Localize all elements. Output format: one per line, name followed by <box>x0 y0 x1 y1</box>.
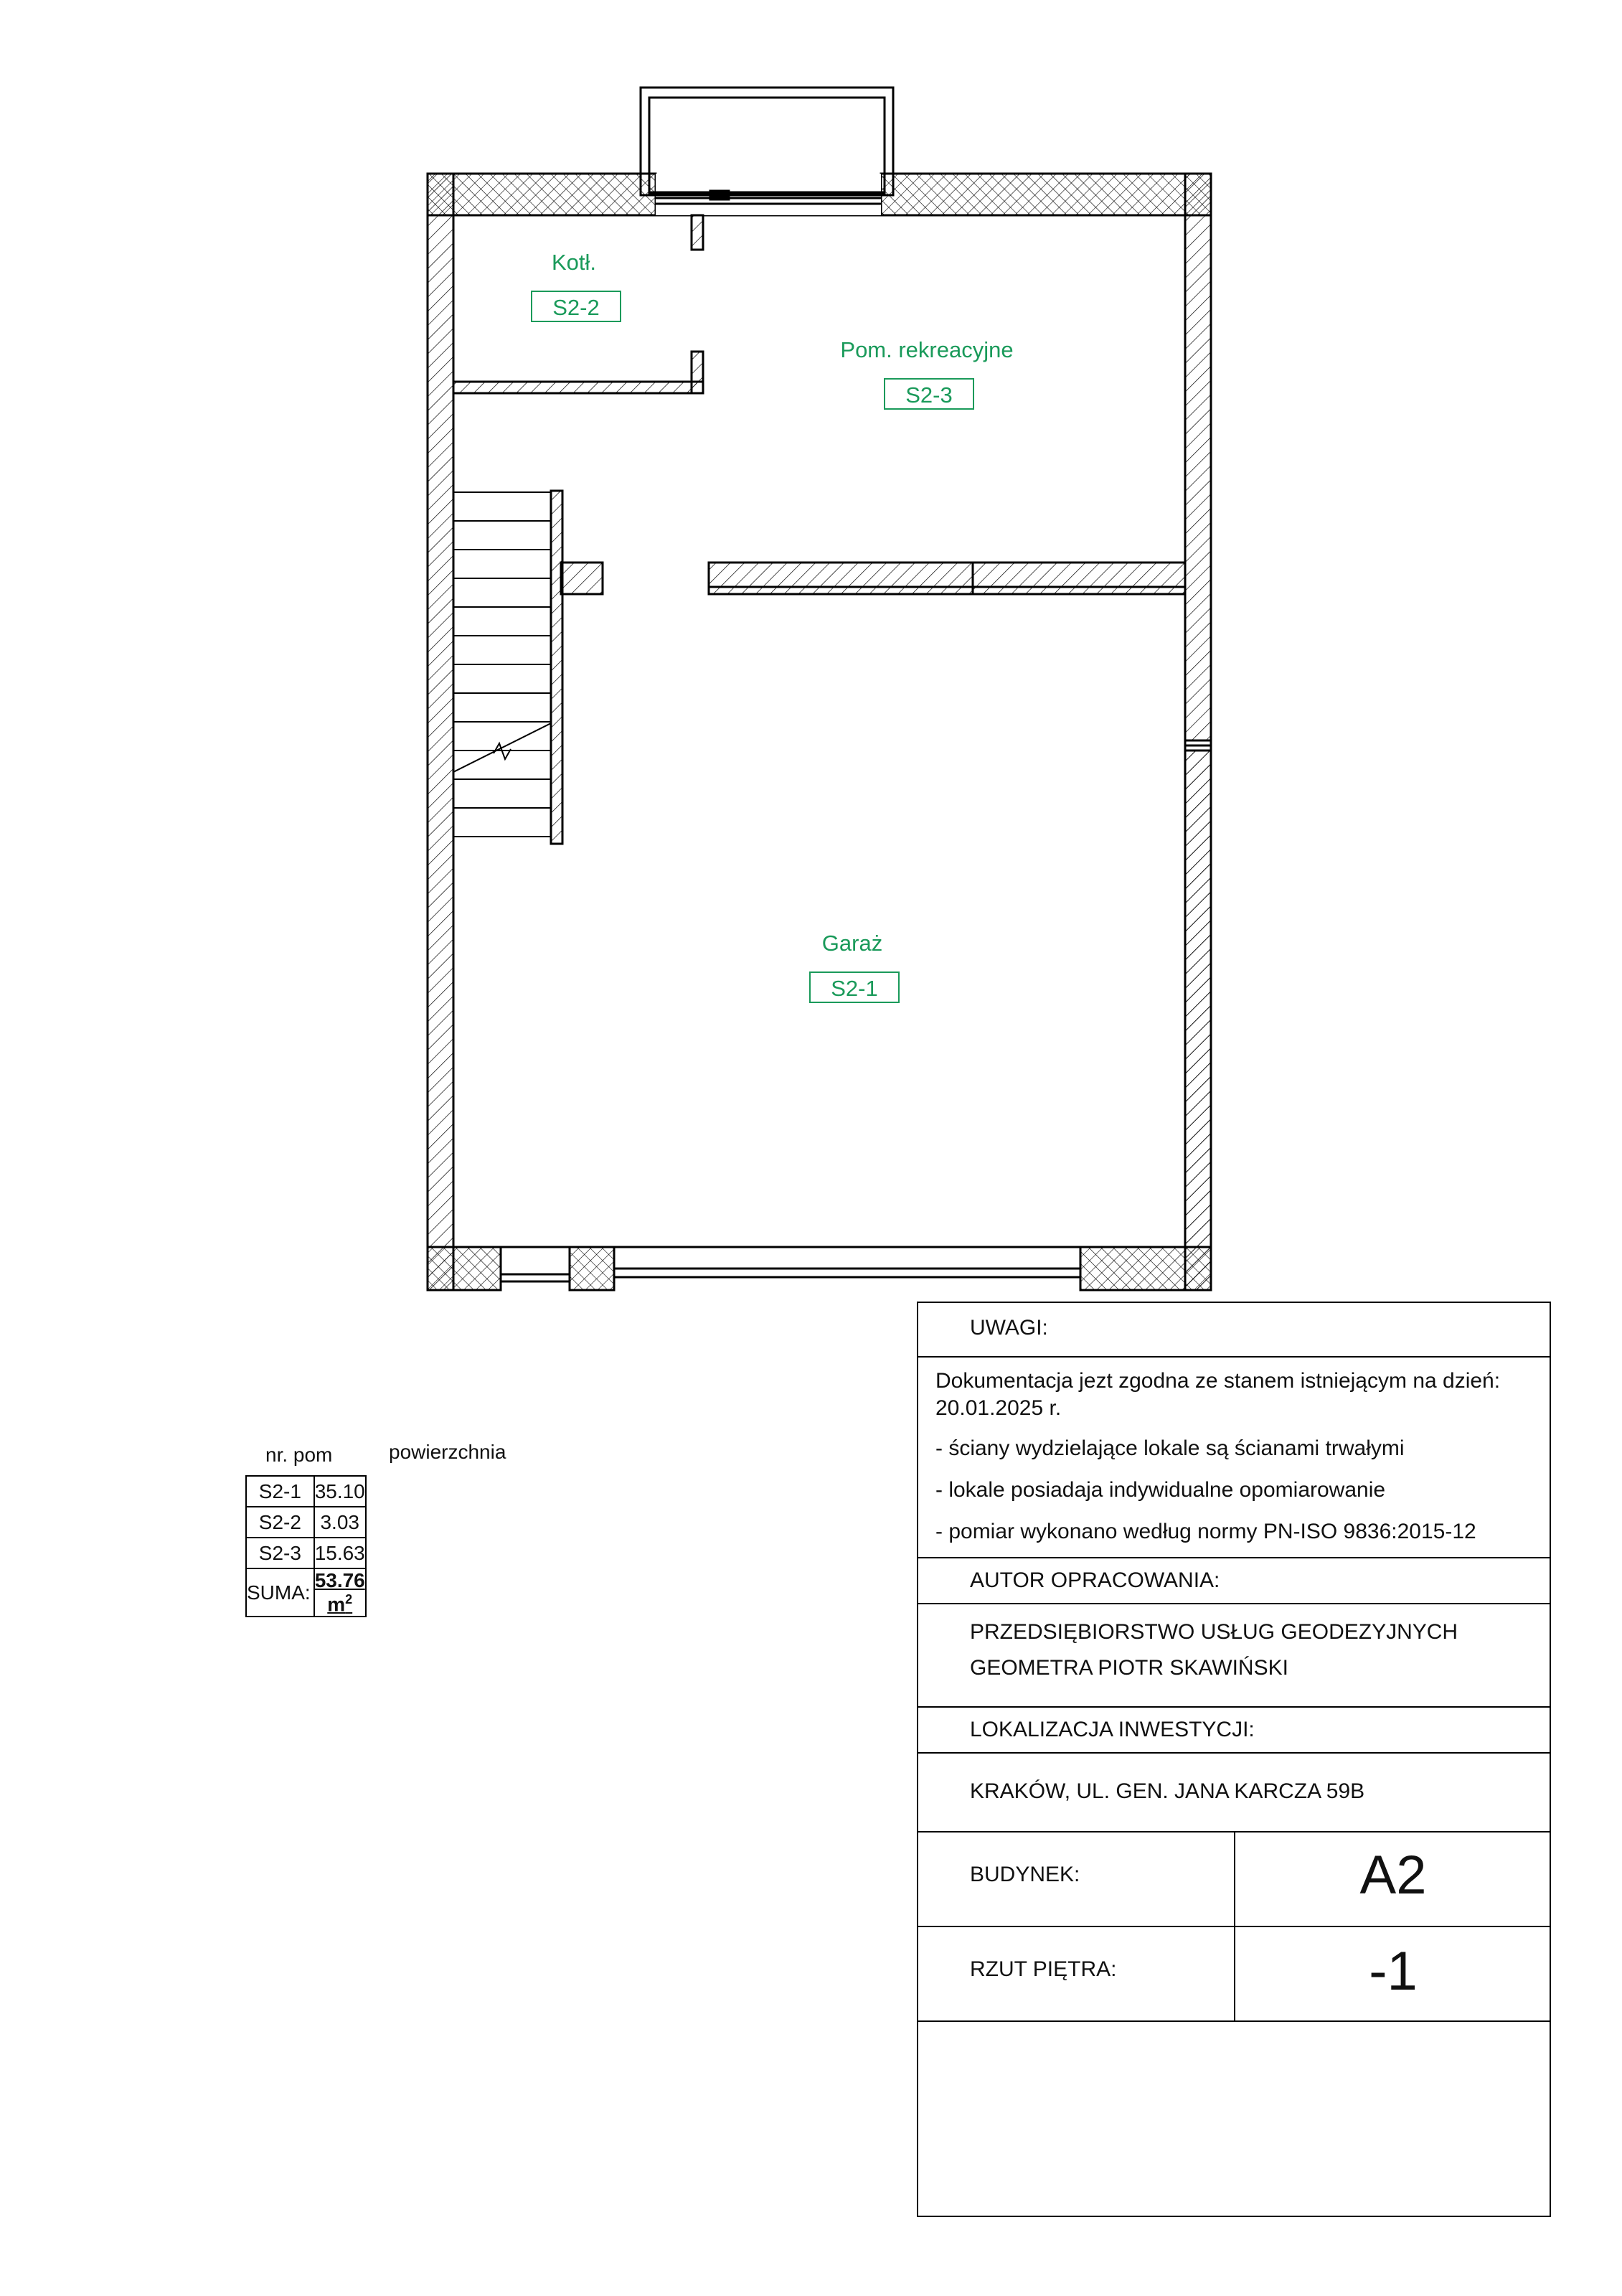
note-meters: - lokale posiadaja indywidualne opomiarowanie <box>935 1478 1386 1502</box>
sum-value: 53.76 $m^2$ <box>314 1569 365 1616</box>
note-walls: - ściany wydzielające lokale są ścianami trwałymi <box>935 1436 1405 1460</box>
room-name-boiler: Kotł. <box>551 250 597 275</box>
notes-line1: Dokumentacja jezt zgodna ze stanem istniejącym na dzień: <box>935 1369 1501 1393</box>
floor-label: RZUT PIĘTRA: <box>970 1957 1117 1981</box>
table-row <box>246 1476 366 1507</box>
wall-left <box>428 174 453 1290</box>
room-name-garage: Garaż <box>821 931 883 956</box>
pillar-bottom-right <box>1080 1247 1211 1290</box>
area-col-area: powierzchnia <box>389 1441 506 1463</box>
note-norm: - pomiar wykonano według normy PN-ISO 9836:2015-12 <box>935 1520 1476 1543</box>
sum-row <box>246 1568 366 1617</box>
building-value: A2 <box>1359 1845 1427 1906</box>
room-name-recreation: Pom. rekreacyjne <box>840 337 1014 362</box>
area-value: 15.63 <box>314 1538 366 1568</box>
area-nr: S2-3 <box>246 1538 314 1568</box>
notes-header: UWAGI: <box>970 1316 1048 1340</box>
author-line2: GEOMETRA PIOTR SKAWIŃSKI <box>970 1656 1288 1680</box>
title-block <box>917 1302 1551 2217</box>
table-row <box>246 1507 366 1538</box>
area-grid <box>245 1475 367 1617</box>
wall-top-right <box>881 174 1211 215</box>
area-value: 3.03 <box>314 1507 366 1538</box>
right-window <box>1185 740 1211 751</box>
building-label: BUDYNEK: <box>970 1863 1080 1886</box>
area-value: 35.10 <box>314 1476 366 1507</box>
area-col-nr: nr. pom <box>265 1444 333 1466</box>
location-value: KRAKÓW, UL. GEN. JANA KARCZA 59B <box>970 1779 1365 1803</box>
table-row <box>246 1538 366 1568</box>
area-nr: S2-2 <box>246 1507 314 1538</box>
room-code-boiler: S2-2 <box>531 291 621 322</box>
pillar-bottom-mid <box>570 1247 614 1290</box>
sum-label: SUMA: <box>246 1568 314 1617</box>
room-code-recreation: S2-3 <box>884 378 974 410</box>
floor-value: -1 <box>1369 1941 1418 2002</box>
room-code-garage: S2-1 <box>809 971 900 1003</box>
wall-right-lower <box>1185 749 1211 1290</box>
author-line1: PRZEDSIĘBIORSTWO USŁUG GEODEZYJNYCH <box>970 1620 1458 1644</box>
location-header: LOKALIZACJA INWESTYCJI: <box>970 1718 1255 1741</box>
author-header: AUTOR OPRACOWANIA: <box>970 1568 1220 1592</box>
area-nr: S2-1 <box>246 1476 314 1507</box>
wall-top-left <box>428 174 656 215</box>
pillar-bottom-left <box>428 1247 501 1290</box>
notes-line2: 20.01.2025 r. <box>935 1396 1062 1420</box>
